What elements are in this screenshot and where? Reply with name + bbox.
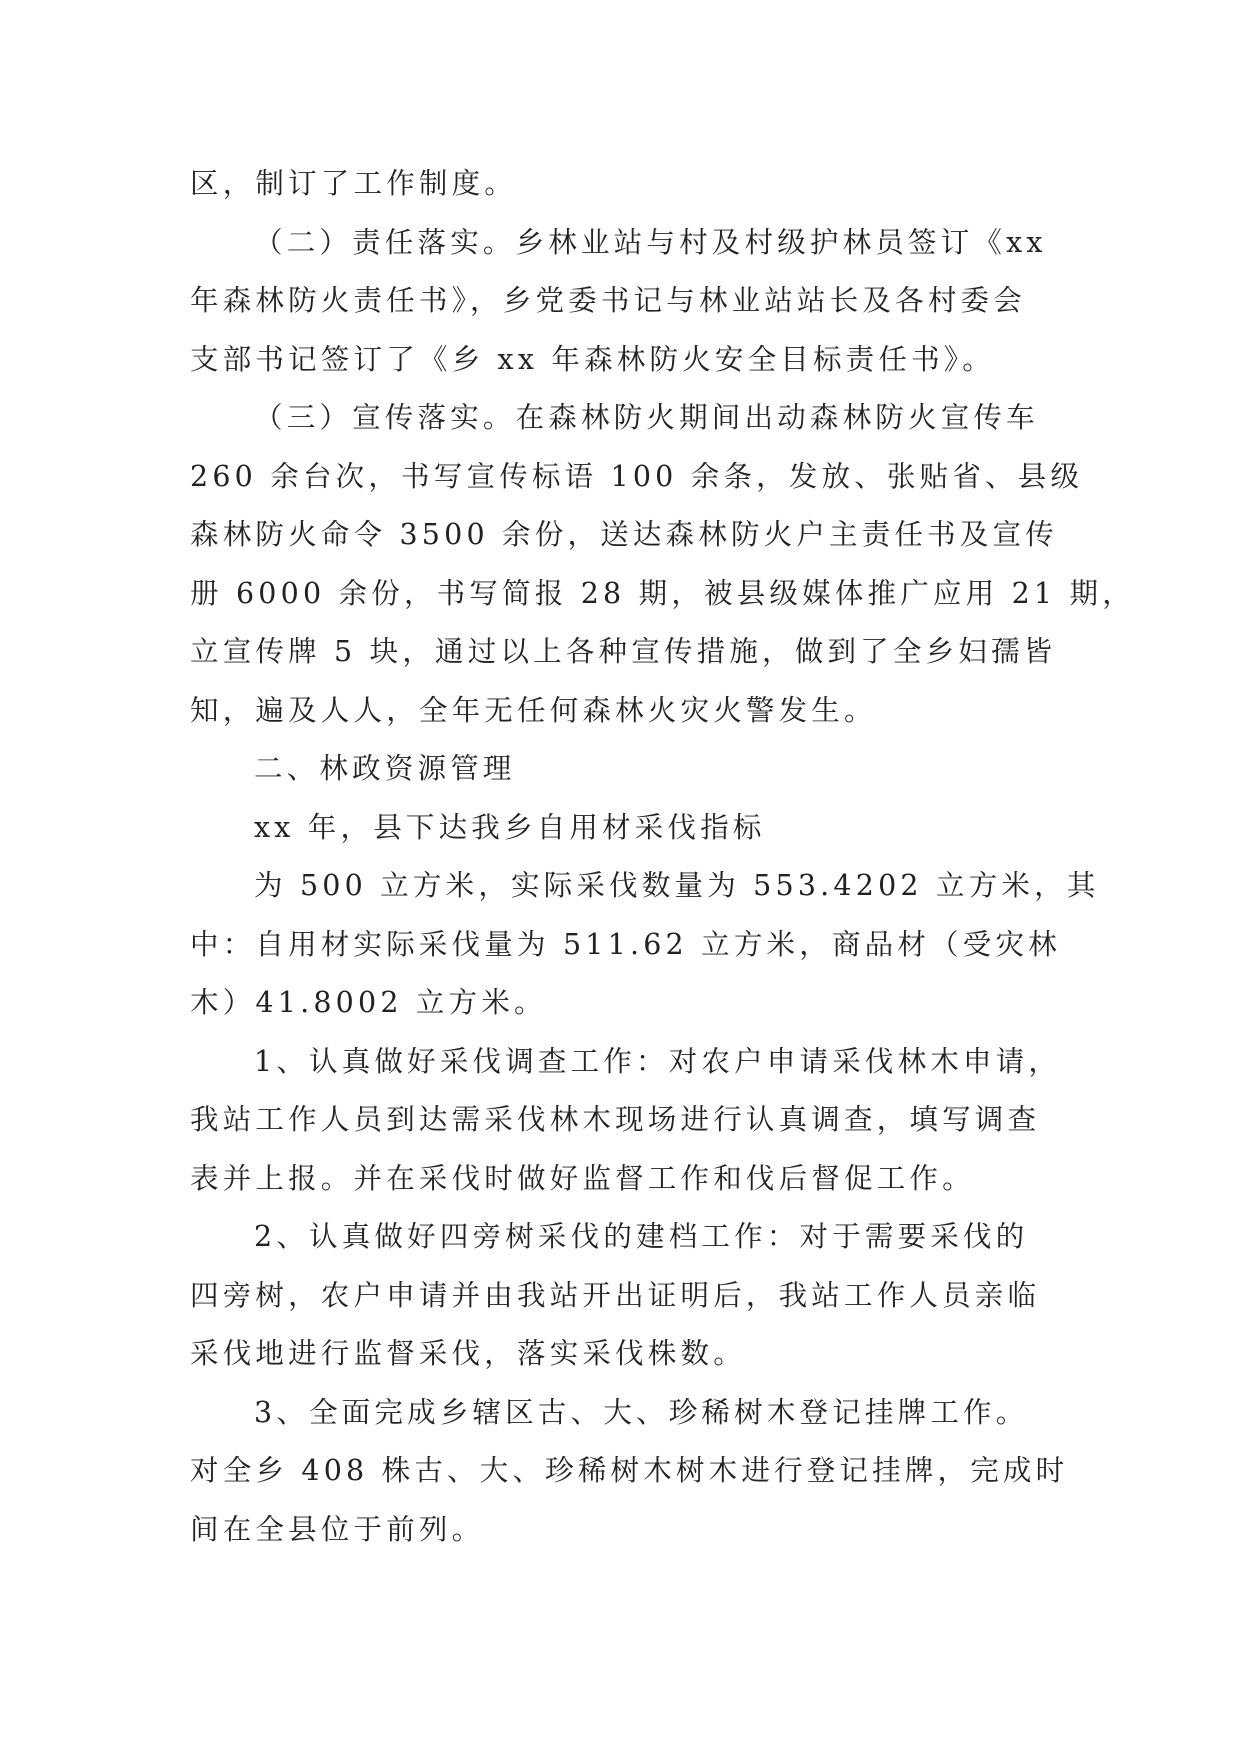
text-line: 我站工作人员到达需采伐林木现场进行认真调查，填写调查 <box>190 1103 1041 1136</box>
list-item-1: 1、认真做好采伐调查工作：对农户申请采伐林木申请， <box>254 1044 1062 1078</box>
paragraph-heading-publicity: （三）宣传落实。在森林防火期间出动森林防火宣传车 <box>254 401 1039 434</box>
text-line: 支部书记签订了《乡 xx 年森林防火安全目标责任书》。 <box>190 342 995 376</box>
text-line: 立宣传牌 5 块，通过以上各种宣传措施，做到了全乡妇孺皆 <box>190 635 1057 668</box>
text-line: 260 余台次，书写宣传标语 100 余条，发放、张贴省、县级 <box>190 459 1084 493</box>
text-line: 知，遍及人人，全年无任何森林火灾火警发生。 <box>190 693 877 727</box>
text-line: 区，制订了工作制度。 <box>190 167 518 200</box>
text-line: 册 6000 余份，书写简报 28 期，被县级媒体推广应用 21 期， <box>190 576 1135 610</box>
document-body <box>190 155 1135 1559</box>
text-line: 四旁树，农户申请并由我站开出证明后，我站工作人员亲临 <box>190 1278 1041 1312</box>
text-line: 对全乡 408 株古、大、珍稀树木树木进行登记挂牌，完成时 <box>190 1454 1069 1487</box>
text-line: 木）41.8002 立方米。 <box>190 986 547 1019</box>
paragraph-heading-responsibility: （二）责任落实。乡林业站与村及村级护林员签订《xx <box>254 225 1047 259</box>
text-line: xx 年，县下达我乡自用材采伐指标 <box>254 810 766 844</box>
section-heading-forest-resource-management: 二、林政资源管理 <box>254 752 516 785</box>
text-line: 采伐地进行监督采伐，落实采伐株数。 <box>190 1337 746 1370</box>
text-line: 表并上报。并在采伐时做好监督工作和伐后督促工作。 <box>190 1161 975 1195</box>
text-line: 年森林防火责任书》，乡党委书记与林业站站长及各村委会 <box>190 284 1026 317</box>
text-line: 为 500 立方米，实际采伐数量为 553.4202 立方米，其 <box>254 869 1100 902</box>
text-line: 森林防火命令 3500 余份，送达森林防火户主责任书及宣传 <box>190 518 1058 551</box>
text-line: 间在全县位于前列。 <box>190 1512 485 1546</box>
list-item-2: 2、认真做好四旁树采伐的建档工作：对于需要采伐的 <box>254 1220 1029 1253</box>
list-item-3: 3、全面完成乡辖区古、大、珍稀树木登记挂牌工作。 <box>254 1395 1029 1429</box>
text-line: 中：自用材实际采伐量为 511.62 立方米，商品材（受灾林 <box>190 927 1061 961</box>
